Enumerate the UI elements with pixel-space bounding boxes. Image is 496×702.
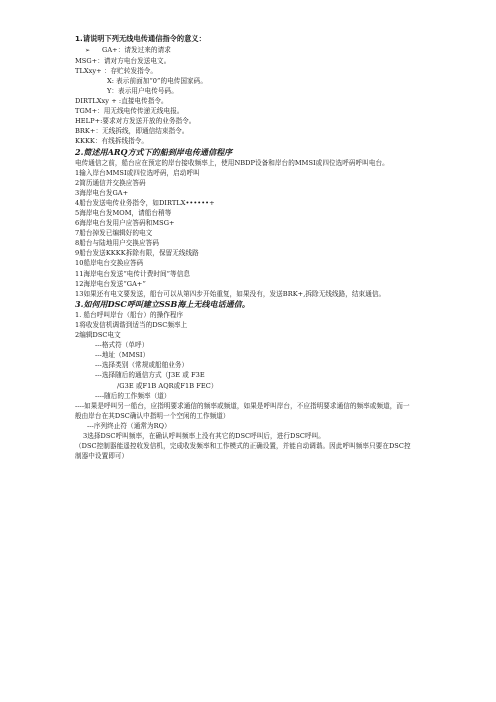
q2-step-3: 3海岸电台发GA+ [75, 188, 129, 197]
q2-step-12: 12海岸电台发送“GA+” [75, 279, 146, 288]
document-page [75, 34, 415, 461]
q1-msg-line: MSG+：请对方电台发送电文。 [75, 56, 171, 65]
q3-sub-heading: 1. 船台呼叫岸台（船台）的操作程序 [75, 310, 184, 319]
q3-end-of-sequence: ---序列终止符（通常为RQ） [87, 421, 171, 430]
q2-intro-paragraph: 电传通信之前，船台应在预定的岸台接收频率上，使用NBDP设备和岸台的MMSI或四位选呼码呼叫电台。 [75, 158, 389, 167]
q2-step-11: 11海岸电台发送“电传计费时间”等信息 [75, 269, 190, 278]
q1-dirtlx-line: DIRTLXxy + :直接电传指令。 [75, 97, 168, 106]
q1-kkkk-line: KKKK：有线拆线指令。 [75, 137, 149, 146]
question-3-title: 3.如何用DSC呼叫建立SSB海上无线电话通信。 [75, 298, 250, 309]
q3-step-1: 1将收发信机调谐到适当的DSC频率上 [75, 320, 188, 329]
q3-note: ----如果是呼叫另一船台，应指明要求通信的频率或频道，如果是呼叫岸台，不应指明要求通信的频率或频道，而一般由岸台在其DSC确认中指明一个空闲的工作频道） [75, 401, 410, 420]
q2-step-2: 2简历通信并交换应答码 [75, 178, 146, 187]
q1-y-line: Y：表示用户电传号码。 [107, 86, 178, 95]
question-2-title: 2.简述用ARQ方式下的船到岸电传通信程序 [75, 146, 233, 157]
q2-step-9: 9船台发送KKKK拆除有限，保留无线线路 [75, 249, 199, 258]
q3-item-format: ---格式符（单呼） [95, 341, 149, 350]
q1-brk-line: BRK+：无线拆线，即通信结束指令。 [75, 127, 189, 136]
q1-tlx-line: TLXxy+ ：存贮转发指令。 [75, 66, 158, 75]
q1-ga-text: GA+：请发过来的请求 [102, 45, 171, 54]
q1-help-line: HELP+:要求对方发送开放的业务指令。 [75, 117, 196, 126]
q2-step-4: 4船台发送电传业务指令，如DIRTLX••••••+ [75, 198, 215, 207]
q2-step-7: 7船台掉发已编辑好的电文 [75, 229, 153, 238]
question-1-title: 1.请说明下列无线电传通信指令的意义： [75, 34, 206, 43]
q1-x-line: X: 表示前面加“0”的电传国家码。 [107, 76, 207, 85]
q3-step-2: 2编辑DSC电文 [75, 331, 121, 340]
q3-work-freq: ----随后的工作频率（道） [95, 391, 171, 400]
q2-step-6: 6海岸电台发用户应答码和MSG+ [75, 219, 175, 228]
q2-step-10: 10船岸电台交换应答码 [75, 259, 144, 268]
q3-step-3-note: （DSC控制器能遥控收发信机，完成收发频率和工作模式的正确设置，并能自动调谐。因此呼叫频率只要在DSC控制器中设置即可） [75, 442, 411, 461]
q3-item-category: ---选择类别（常规或船舶业务） [95, 361, 189, 370]
q1-tgm-line: TGM+：用无线电传传递无线电报。 [75, 107, 184, 116]
arrow-bullet-icon: ➢ [85, 46, 91, 54]
q3-item-mode: ---选择随后的通信方式（J3E 或 F3E [95, 371, 205, 380]
q1-ga-line [75, 45, 415, 56]
q2-step-5: 5海岸电台发MOM，请船台稍等 [75, 209, 172, 217]
q2-step-13: 13如果还有电文要发送，船台可以从第四步开始重复，如果没有，发送BRK+,拆除无线线路，结束通信。 [75, 289, 386, 298]
q3-item-address: ---地址（MMSI） [95, 351, 150, 360]
q3-item-mode-cont: /G3E 或F1B AQR或F1B FEC） [117, 381, 218, 390]
q2-step-8: 8船台与陆地用户交换应答码 [75, 239, 159, 248]
q2-step-1: 1输入岸台MMSI或四位选呼码，启动呼叫 [75, 168, 200, 177]
q3-step-3: 3选择DSC呼叫频率，在确认呼叫频率上没有其它的DSC呼叫后，进行DSC呼叫。 [83, 431, 325, 440]
